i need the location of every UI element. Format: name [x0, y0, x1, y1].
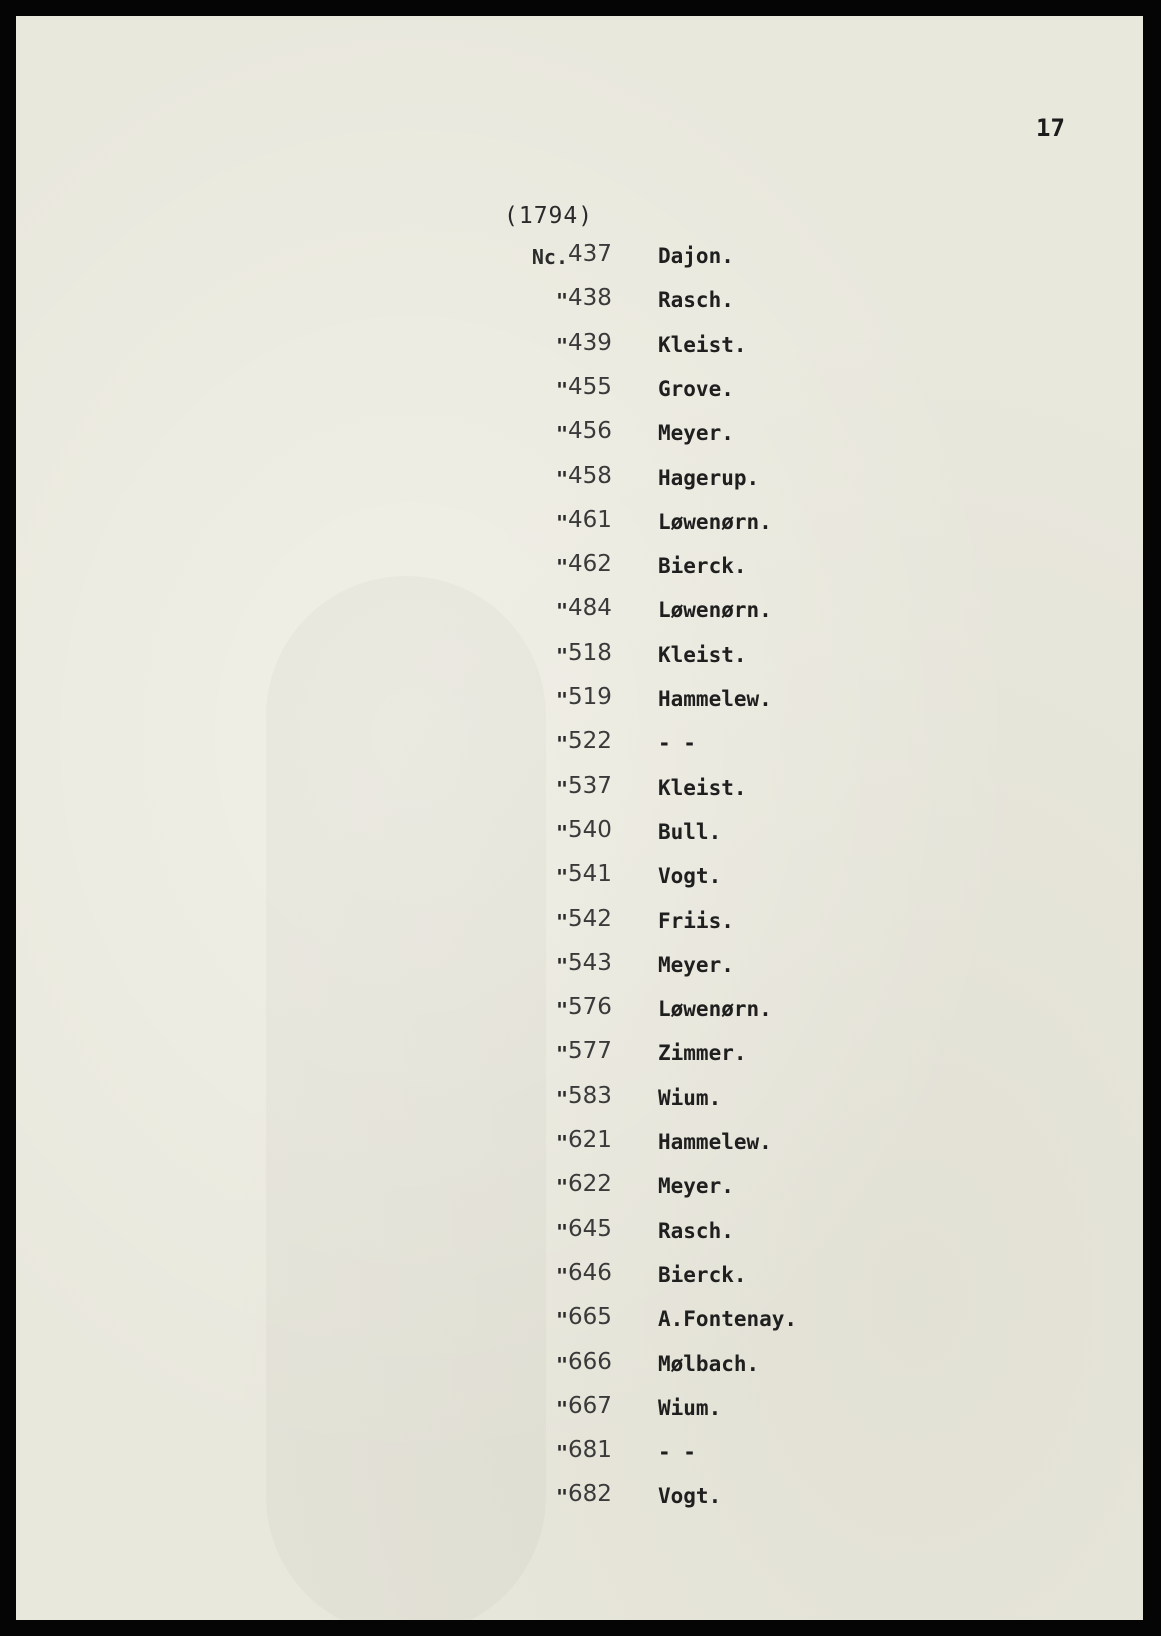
list-item — [16, 640, 1143, 674]
list-item — [16, 241, 1143, 275]
list-item — [16, 1260, 1143, 1294]
entry-prefix: " — [555, 599, 568, 624]
list-item — [16, 374, 1143, 408]
entry-number: 681 — [568, 1437, 612, 1464]
year-heading: (1794) — [504, 203, 594, 229]
entry-prefix: " — [555, 510, 568, 535]
entry-name: Vogt. — [658, 864, 722, 889]
entry-prefix: " — [555, 1263, 568, 1288]
entry-prefix: " — [555, 1352, 568, 1377]
entry-number: 646 — [568, 1259, 612, 1286]
entry-name: Bierck. — [658, 1262, 747, 1287]
entry-prefix: " — [555, 732, 568, 757]
list-item — [16, 906, 1143, 940]
entry-number: 665 — [568, 1304, 612, 1331]
list-item — [16, 1349, 1143, 1383]
entry-name: Hammelew. — [658, 687, 772, 711]
entry-name: Hagerup. — [658, 465, 760, 490]
entry-name: Løwenørn. — [658, 997, 772, 1022]
entry-name: Grove. — [658, 376, 734, 401]
entry-number: 462 — [568, 551, 612, 578]
entry-name: Bierck. — [658, 554, 747, 579]
entry-name: Meyer. — [658, 1174, 734, 1199]
entry-prefix: " — [555, 776, 568, 801]
entry-prefix: " — [555, 953, 568, 978]
entry-prefix: " — [555, 865, 568, 890]
entry-number: 458 — [568, 462, 612, 489]
entry-number: 542 — [568, 905, 612, 932]
entry-prefix: " — [555, 1086, 568, 1111]
entry-prefix: " — [555, 1396, 568, 1421]
entry-prefix: " — [555, 422, 568, 447]
entry-prefix: " — [555, 1042, 568, 1067]
entry-number: 583 — [568, 1082, 612, 1109]
entry-number: 518 — [568, 639, 612, 666]
entry-name: Dajon. — [658, 244, 734, 268]
entry-name: Bull. — [658, 819, 722, 844]
entry-name: Meyer. — [658, 952, 734, 977]
entry-name: Wium. — [658, 1395, 722, 1420]
entry-prefix: " — [555, 1131, 568, 1155]
entry-number: 461 — [568, 506, 612, 533]
entry-prefix: " — [555, 289, 568, 314]
entry-number: 682 — [568, 1481, 612, 1508]
entry-number: 537 — [568, 772, 612, 799]
entry-number: 522 — [568, 728, 612, 755]
entry-number: 622 — [568, 1171, 612, 1198]
entry-number: 439 — [568, 329, 612, 356]
list-item — [16, 1171, 1143, 1205]
list-item — [16, 684, 1143, 718]
entry-name: Kleist. — [658, 775, 747, 800]
entry-name: - - — [658, 731, 696, 756]
entry-prefix: " — [555, 377, 568, 402]
entry-number: 577 — [568, 1038, 612, 1065]
document-page — [16, 16, 1143, 1620]
entry-number: 667 — [568, 1392, 612, 1419]
entry-number: 456 — [568, 418, 612, 445]
entry-prefix: " — [555, 820, 568, 845]
list-item — [16, 773, 1143, 807]
list-item — [16, 1216, 1143, 1250]
entry-number: 576 — [568, 994, 612, 1021]
list-item — [16, 994, 1143, 1028]
list-item — [16, 1083, 1143, 1117]
list-item — [16, 1038, 1143, 1072]
entry-number: 666 — [568, 1348, 612, 1375]
entry-name: Mølbach. — [658, 1351, 760, 1376]
list-item — [16, 1304, 1143, 1338]
entry-number: 484 — [568, 595, 612, 622]
entry-name: Friis. — [658, 908, 734, 933]
list-item — [16, 551, 1143, 585]
entry-prefix: " — [555, 1485, 568, 1510]
entry-name: Løwenørn. — [658, 509, 772, 534]
entry-prefix: " — [555, 998, 568, 1023]
list-item — [16, 418, 1143, 452]
entry-prefix: " — [555, 466, 568, 491]
entry-name: Løwenørn. — [658, 598, 772, 623]
entry-prefix: " — [555, 909, 568, 934]
entry-name: Kleist. — [658, 332, 747, 357]
entry-name: Wium. — [658, 1085, 722, 1110]
list-item — [16, 1393, 1143, 1427]
entry-name: Zimmer. — [658, 1041, 747, 1066]
entry-prefix: " — [555, 1175, 568, 1200]
entry-prefix: " — [555, 643, 568, 668]
entry-name: Hammelew. — [658, 1130, 772, 1154]
list-item — [16, 285, 1143, 319]
list-item — [16, 330, 1143, 364]
entry-number: 541 — [568, 861, 612, 888]
list-item — [16, 1127, 1143, 1161]
entry-number: 519 — [568, 684, 612, 710]
entry-name: A.Fontenay. — [658, 1307, 798, 1332]
entry-number: 540 — [568, 816, 612, 843]
entry-prefix: " — [555, 688, 568, 712]
entry-name: Rasch. — [658, 288, 734, 313]
list-item — [16, 1481, 1143, 1515]
entry-prefix: " — [555, 1308, 568, 1333]
entry-number: 438 — [568, 285, 612, 312]
list-item — [16, 728, 1143, 762]
entry-name: - - — [658, 1440, 696, 1465]
entry-number: 645 — [568, 1215, 612, 1242]
entry-prefix: " — [555, 1441, 568, 1466]
entry-prefix: Nc. — [531, 245, 568, 269]
entry-prefix: " — [555, 555, 568, 580]
entry-name: Vogt. — [658, 1484, 722, 1509]
list-item — [16, 817, 1143, 851]
list-item — [16, 950, 1143, 984]
entry-number: 455 — [568, 373, 612, 400]
entry-name: Meyer. — [658, 421, 734, 446]
list-item — [16, 1437, 1143, 1471]
entry-number: 437 — [568, 241, 612, 267]
list-item — [16, 595, 1143, 629]
list-item — [16, 507, 1143, 541]
entry-prefix: " — [555, 333, 568, 358]
entry-name: Rasch. — [658, 1218, 734, 1243]
entry-number: 621 — [568, 1127, 612, 1153]
entry-prefix: " — [555, 1219, 568, 1244]
entry-name: Kleist. — [658, 642, 747, 667]
list-item — [16, 463, 1143, 497]
list-item — [16, 861, 1143, 895]
page-number: 17 — [1036, 114, 1065, 142]
entry-number: 543 — [568, 949, 612, 976]
